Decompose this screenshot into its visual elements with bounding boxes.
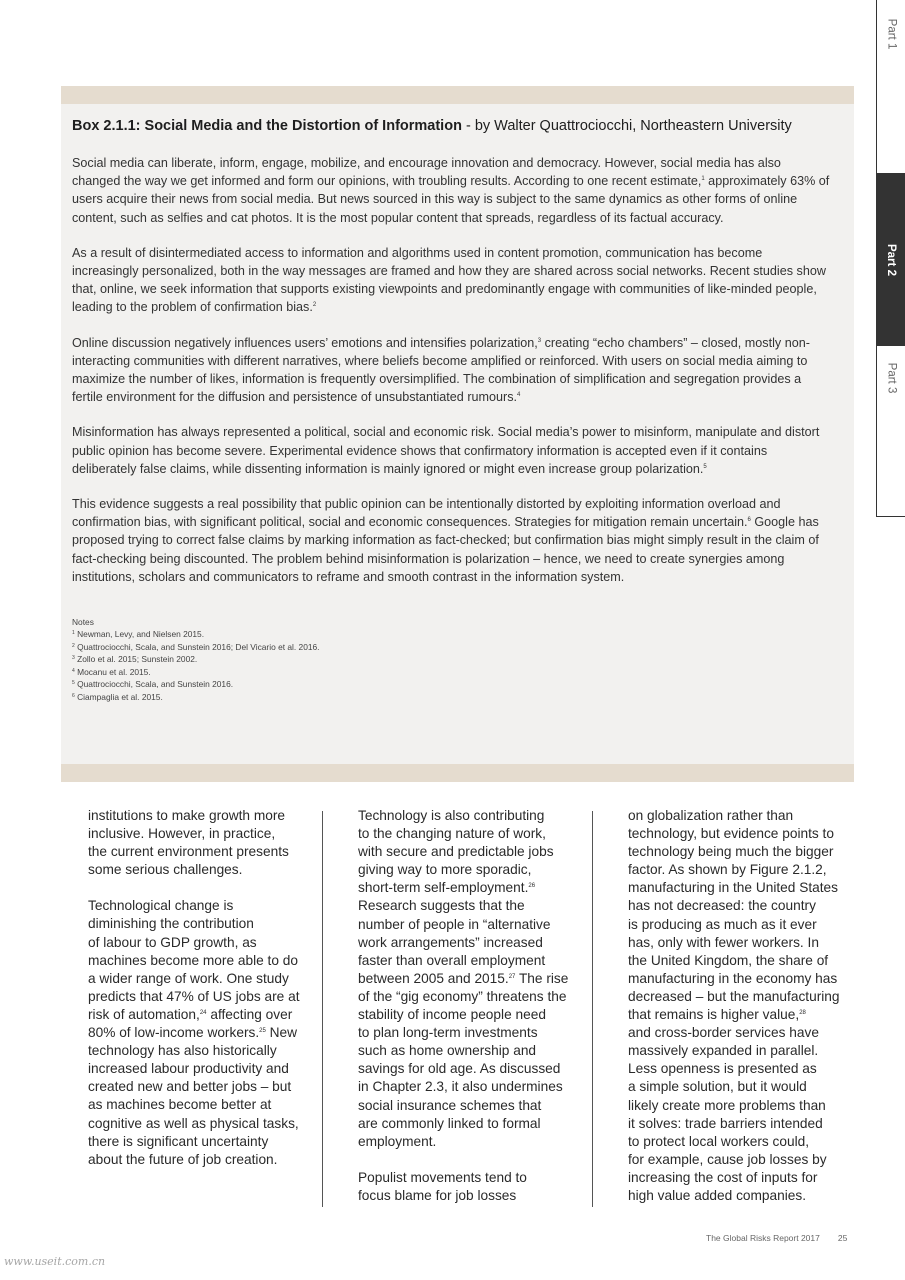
column-paragraph: institutions to make growth more inclusive. However, in practice, the current environment presents some serious challenges. <box>88 808 289 878</box>
report-name: The Global Risks Report 2017 <box>706 1233 820 1243</box>
body-column-1 <box>88 807 323 1187</box>
footnote-ref: 5 <box>703 463 707 470</box>
tab-part-3[interactable]: Part 3 <box>885 362 897 394</box>
footnote-ref: 1 <box>701 176 705 183</box>
body-column-3 <box>628 807 863 1223</box>
part-tabs <box>876 0 905 517</box>
note-item: $^6$ Ciampaglia et al. 2015. <box>72 691 163 702</box>
column-paragraph: Technological change is diminishing the contribution of labour to GDP growth, as machines become more able to do a wider range of work. One study predicts that 47% of US jobs are at risk of automation,$^{24}$ affecting over 80% of low-income workers.$^{25}$ New technology has also historically increased labour productivity and created new and better jobs – but as machines become better at cognitive as well as physical tasks, there is significant uncertainty about the future of job creation. <box>88 898 300 1167</box>
note-item: $^2$ Quattrociocchi, Scala, and Sunstein 2016; Del Vicario et al. 2016. <box>72 641 320 652</box>
footnote-ref: 25 <box>259 1028 266 1035</box>
box-paragraph-4: Misinformation has always represented a political, social and economic risk. Social media’s power to misinform, manipulate and distort public opinion has become severe. Experimental evidence shows that confirmatory information is accepted even if it contains deliberately false claims, while dissenting information is mainly ignored or might even increase group polarization.$^5$ <box>72 425 820 476</box>
footnote-ref: 26 <box>528 883 536 890</box>
footnote-ref: 3 <box>537 337 542 344</box>
column-paragraph: Technology is also contributing to the changing nature of work, with secure and predictable jobs giving way to more sporadic, short-term self-employment.$^{26}$ Research suggests that the number of people in “alternative work arrangements” increased faster than overall employment between 2005 and 2015.27 The rise of the “gig economy” threatens the stability of income people need to plan long-term investments such as home ownership and savings for old age. As discussed in Chapter 2.3, it also undermines social insurance schemes that are commonly linked to formal employment. <box>358 808 569 1149</box>
box-paragraph-5: This evidence suggests a real possibility that public opinion can be intentionally distorted by exploiting information overload and confirmation bias, with significant political, social and economic consequences. Strategies for mitigation remain uncertain.$^6$ Google has proposed trying to correct false claims by marking information as fact-checked; but confirmation bias might simply result in the claim of fact-checking being discounted. The problem behind misinformation is polarization – hence, we need to create synergies among institutions, scholars and communicators to reframe and smooth contrast in the information system. <box>72 497 819 584</box>
footnote-ref: 4 <box>517 392 521 399</box>
page-number: 25 <box>837 1233 848 1243</box>
tab-part-1[interactable]: Part 1 <box>885 18 897 50</box>
note-item: $^3$ Zollo et al. 2015; Sunstein 2002. <box>72 654 198 665</box>
column-paragraph: on globalization rather than technology, but evidence points to technology being much the bigger factor. As shown by Figure 2.1.2, manufacturing in the United States has not decreased: the country is producing as much as it ever has, only with fewer workers. In the United Kingdom, the share of manufacturing in the economy has decreased – but the manufacturing that remains is higher value,$^{28}$ and cross-border services have massively expanded in parallel. Less openness is presented as a simple solution, but it would likely create more problems than it solves: trade barriers intended to protect local workers could, for example, cause job losses by increasing the cost of inputs for high value added companies. <box>628 808 840 1203</box>
footnote-ref: 27 <box>508 973 516 980</box>
box-paragraph-1: Social media can liberate, inform, engage, mobilize, and encourage innovation and democracy. However, social media has also changed the way we get informed and form our opinions, with troubling results. According to one recent estimate,$^1$ approximately 63% of users acquire their news from social media. But news sourced in this way is subject to the same dynamics as other forms of online content, such as selfies and cat photos. It is the most popular content that spreads, regardless of its factual accuracy. <box>72 156 830 225</box>
notes-heading: Notes <box>72 617 94 628</box>
note-item: $^1$ Newman, Levy, and Nielsen 2015. <box>72 629 205 640</box>
box-paragraph-3: Online discussion negatively influences users’ emotions and intensifies polarization,$^3$ creating “echo chambers” – closed, mostly non-interacting communities with different narratives, where beliefs become amplified or reinforced. With users on social media aiming to maximize the number of likes, information is frequently oversimplified. The combination of simplification and segregation provides a fertile environment for the diffusion and persistence of unsubstantiated rumours.$^4$ <box>72 335 810 405</box>
box-bottom-band <box>61 764 854 782</box>
column-paragraph: Populist movements tend to focus blame for job losses <box>358 1169 527 1203</box>
footnote-ref: 28 <box>799 1010 806 1017</box>
box-top-band <box>61 86 854 104</box>
body-column-2 <box>358 807 593 1223</box>
note-item: $^4$ Mocanu et al. 2015. <box>72 666 151 677</box>
info-box <box>61 86 854 782</box>
column-divider <box>322 811 323 1207</box>
footnote-ref: 6 <box>747 517 751 524</box>
watermark: www.useit.com.cn <box>4 1255 106 1268</box>
footnote-ref: 24 <box>199 1009 207 1016</box>
box-paragraph-2: As a result of disintermediated access to information and algorithms used in content promotion, communication has become increasingly personalized, both in the way messages are framed and how they are shared across social networks. Recent studies show that, online, we seek information that supports existing viewpoints and predominantly engage with communities of like-minded people, leading to the problem of confirmation bias.$^2$ <box>72 245 826 315</box>
box-title <box>72 116 832 136</box>
box-notes <box>72 616 832 703</box>
box-byline: - by Walter Quattrociocchi, Northeastern University <box>461 118 792 134</box>
tab-part-2[interactable]: Part 2 <box>877 173 905 346</box>
footnote-ref: 2 <box>312 302 317 309</box>
page-footer <box>706 1233 847 1243</box>
box-content <box>72 116 832 703</box>
box-title-text: Box 2.1.1: Social Media and the Distortion of Information <box>72 118 462 134</box>
column-divider <box>592 811 593 1207</box>
note-item: $^5$ Quattrociocchi, Scala, and Sunstein 2016. <box>72 679 234 690</box>
